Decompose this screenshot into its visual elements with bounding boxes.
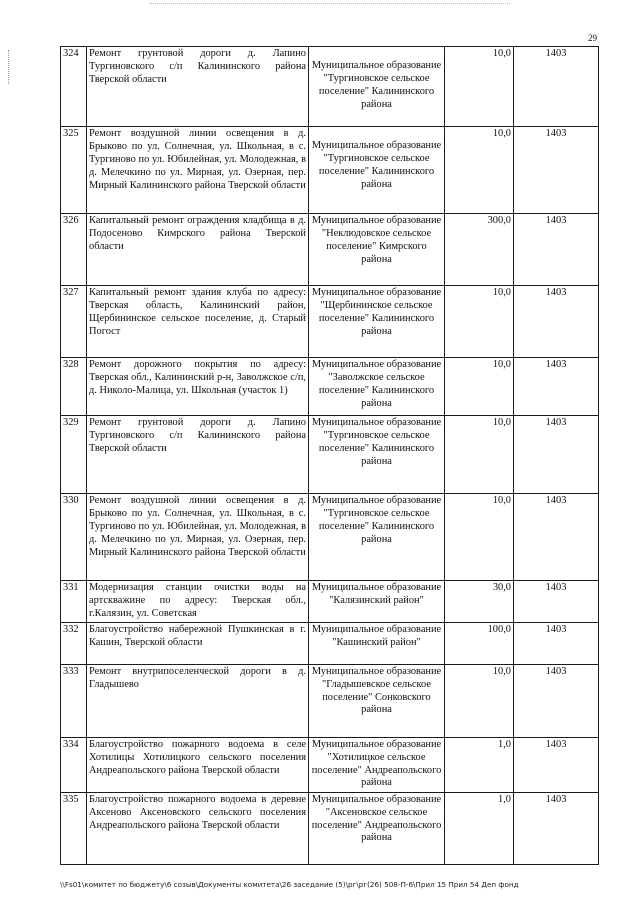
budget-code: 1403 [514, 416, 599, 494]
amount: 100,0 [445, 622, 514, 664]
amount: 1,0 [445, 737, 514, 792]
budget-code: 1403 [514, 664, 599, 737]
scan-artifact-line [150, 3, 510, 6]
scan-margin-marks [8, 50, 15, 84]
table-row [61, 214, 599, 286]
table-row [61, 286, 599, 358]
recipient: Муниципальное образование "Щербининское сельское поселение" Калининского района [309, 286, 445, 358]
project-name: Модернизация станции очистки воды на артскважине по адресу: Тверская обл., г.Калязин, ул. Советская [87, 581, 309, 623]
budget-code: 1403 [514, 214, 599, 286]
row-number: 326 [61, 214, 87, 286]
project-name: Капитальный ремонт ограждения кладбища в д. Подосеново Кимрского района Тверской области [87, 214, 309, 286]
budget-code: 1403 [514, 47, 599, 127]
amount: 300,0 [445, 214, 514, 286]
project-name: Благоустройство пожарного водоема в деревне Аксеново Аксеновского сельского поселения Андреапольского района Тверской области [87, 792, 309, 864]
budget-code: 1403 [514, 286, 599, 358]
amount: 10,0 [445, 286, 514, 358]
project-name: Ремонт грунтовой дороги д. Лапино Тургиновского с/п Калининского района Тверской области [87, 416, 309, 494]
recipient: Муниципальное образование "Аксеновское сельское поселение" Андреапольского района [309, 792, 445, 864]
budget-code: 1403 [514, 581, 599, 623]
project-name: Капитальный ремонт здания клуба по адресу: Тверская область, Калининский район, Щербининское сельское поселение, д. Старый Погост [87, 286, 309, 358]
amount: 10,0 [445, 47, 514, 127]
recipient: Муниципальное образование "Кашинский район" [309, 622, 445, 664]
recipient: Муниципальное образование "Неклюдовское сельское поселение" Кимрского района [309, 214, 445, 286]
project-name: Ремонт внутрипоселенческой дороги в д. Гладышево [87, 664, 309, 737]
row-number: 333 [61, 664, 87, 737]
project-name: Ремонт грунтовой дороги д. Лапино Тургиновского с/п Калининского района Тверской области [87, 47, 309, 127]
amount: 10,0 [445, 494, 514, 581]
recipient-text: Муниципальное образование "Тургиновское сельское поселение" Калининского района [311, 140, 442, 190]
row-number: 328 [61, 358, 87, 416]
amount: 30,0 [445, 581, 514, 623]
row-number: 327 [61, 286, 87, 358]
table-row [61, 127, 599, 214]
project-name: Ремонт воздушной линии освещения в д. Брыково по ул. Солнечная, ул. Школьная, в с. Тургиново по ул. Юбилейная, ул. Молодежная, в д. Мелечкино по ул. Мирная, ул. Озерная, пер. Мирный Калининского района Тверской области [87, 494, 309, 581]
amount: 1,0 [445, 792, 514, 864]
project-name: Благоустройство набережной Пушкинская в г. Кашин, Тверской области [87, 622, 309, 664]
table-row [61, 494, 599, 581]
budget-code: 1403 [514, 737, 599, 792]
appropriations-table [60, 46, 599, 865]
table-row [61, 622, 599, 664]
row-number: 324 [61, 47, 87, 127]
row-number: 332 [61, 622, 87, 664]
project-name: Ремонт воздушной линии освещения в д. Брыково по ул. Солнечная, ул. Школьная, в с. Тургиново по ул. Юбилейная, ул. Молодежная, в д. Мелечкино по ул. Мирная, ул. Озерная, пер. Мирный Калининского района Тверской области [87, 127, 309, 214]
recipient: Муниципальное образование "Калязинский район" [309, 581, 445, 623]
amount: 10,0 [445, 416, 514, 494]
budget-code: 1403 [514, 622, 599, 664]
row-number: 331 [61, 581, 87, 623]
budget-code: 1403 [514, 792, 599, 864]
recipient-text: Муниципальное образование "Тургиновское сельское поселение" Калининского района [311, 60, 442, 110]
table-row [61, 581, 599, 623]
row-number: 329 [61, 416, 87, 494]
project-name: Благоустройство пожарного водоема в селе Хотилицы Хотилицкого сельского поселения Андреапольского района Тверской области [87, 737, 309, 792]
table-row [61, 358, 599, 416]
recipient: Муниципальное образование "Заволжское сельское поселение" Калининского района [309, 358, 445, 416]
recipient [309, 127, 445, 214]
recipient: Муниципальное образование "Тургиновское сельское поселение" Калининского района [309, 416, 445, 494]
row-number: 325 [61, 127, 87, 214]
budget-code: 1403 [514, 358, 599, 416]
page-number: 29 [588, 33, 597, 43]
recipient [309, 47, 445, 127]
table-row [61, 416, 599, 494]
recipient: Муниципальное образование "Тургиновское сельское поселение" Калининского района [309, 494, 445, 581]
table-row [61, 737, 599, 792]
amount: 10,0 [445, 664, 514, 737]
recipient: Муниципальное образование "Хотилицкое сельское поселение" Андреапольского района [309, 737, 445, 792]
table-row [61, 47, 599, 127]
budget-code: 1403 [514, 494, 599, 581]
row-number: 334 [61, 737, 87, 792]
row-number: 330 [61, 494, 87, 581]
document-path-footer: \\Fs01\комитет по бюджету\6 созыв\Документы комитета\26 заседание (5)\рг\рг(26) 508-П-6\Прил 15 Прил 54 Деп фонд [60, 880, 519, 889]
project-name: Ремонт дорожного покрытия по адресу: Тверская обл., Калининский р-н, Заволжское с/п, д. Николо-Малица, ул. Школьная (участок 1) [87, 358, 309, 416]
budget-code: 1403 [514, 127, 599, 214]
amount: 10,0 [445, 127, 514, 214]
table-row [61, 792, 599, 864]
table-row [61, 664, 599, 737]
row-number: 335 [61, 792, 87, 864]
recipient: Муниципальное образование "Гладышевское сельское поселение" Сонковского района [309, 664, 445, 737]
amount: 10,0 [445, 358, 514, 416]
